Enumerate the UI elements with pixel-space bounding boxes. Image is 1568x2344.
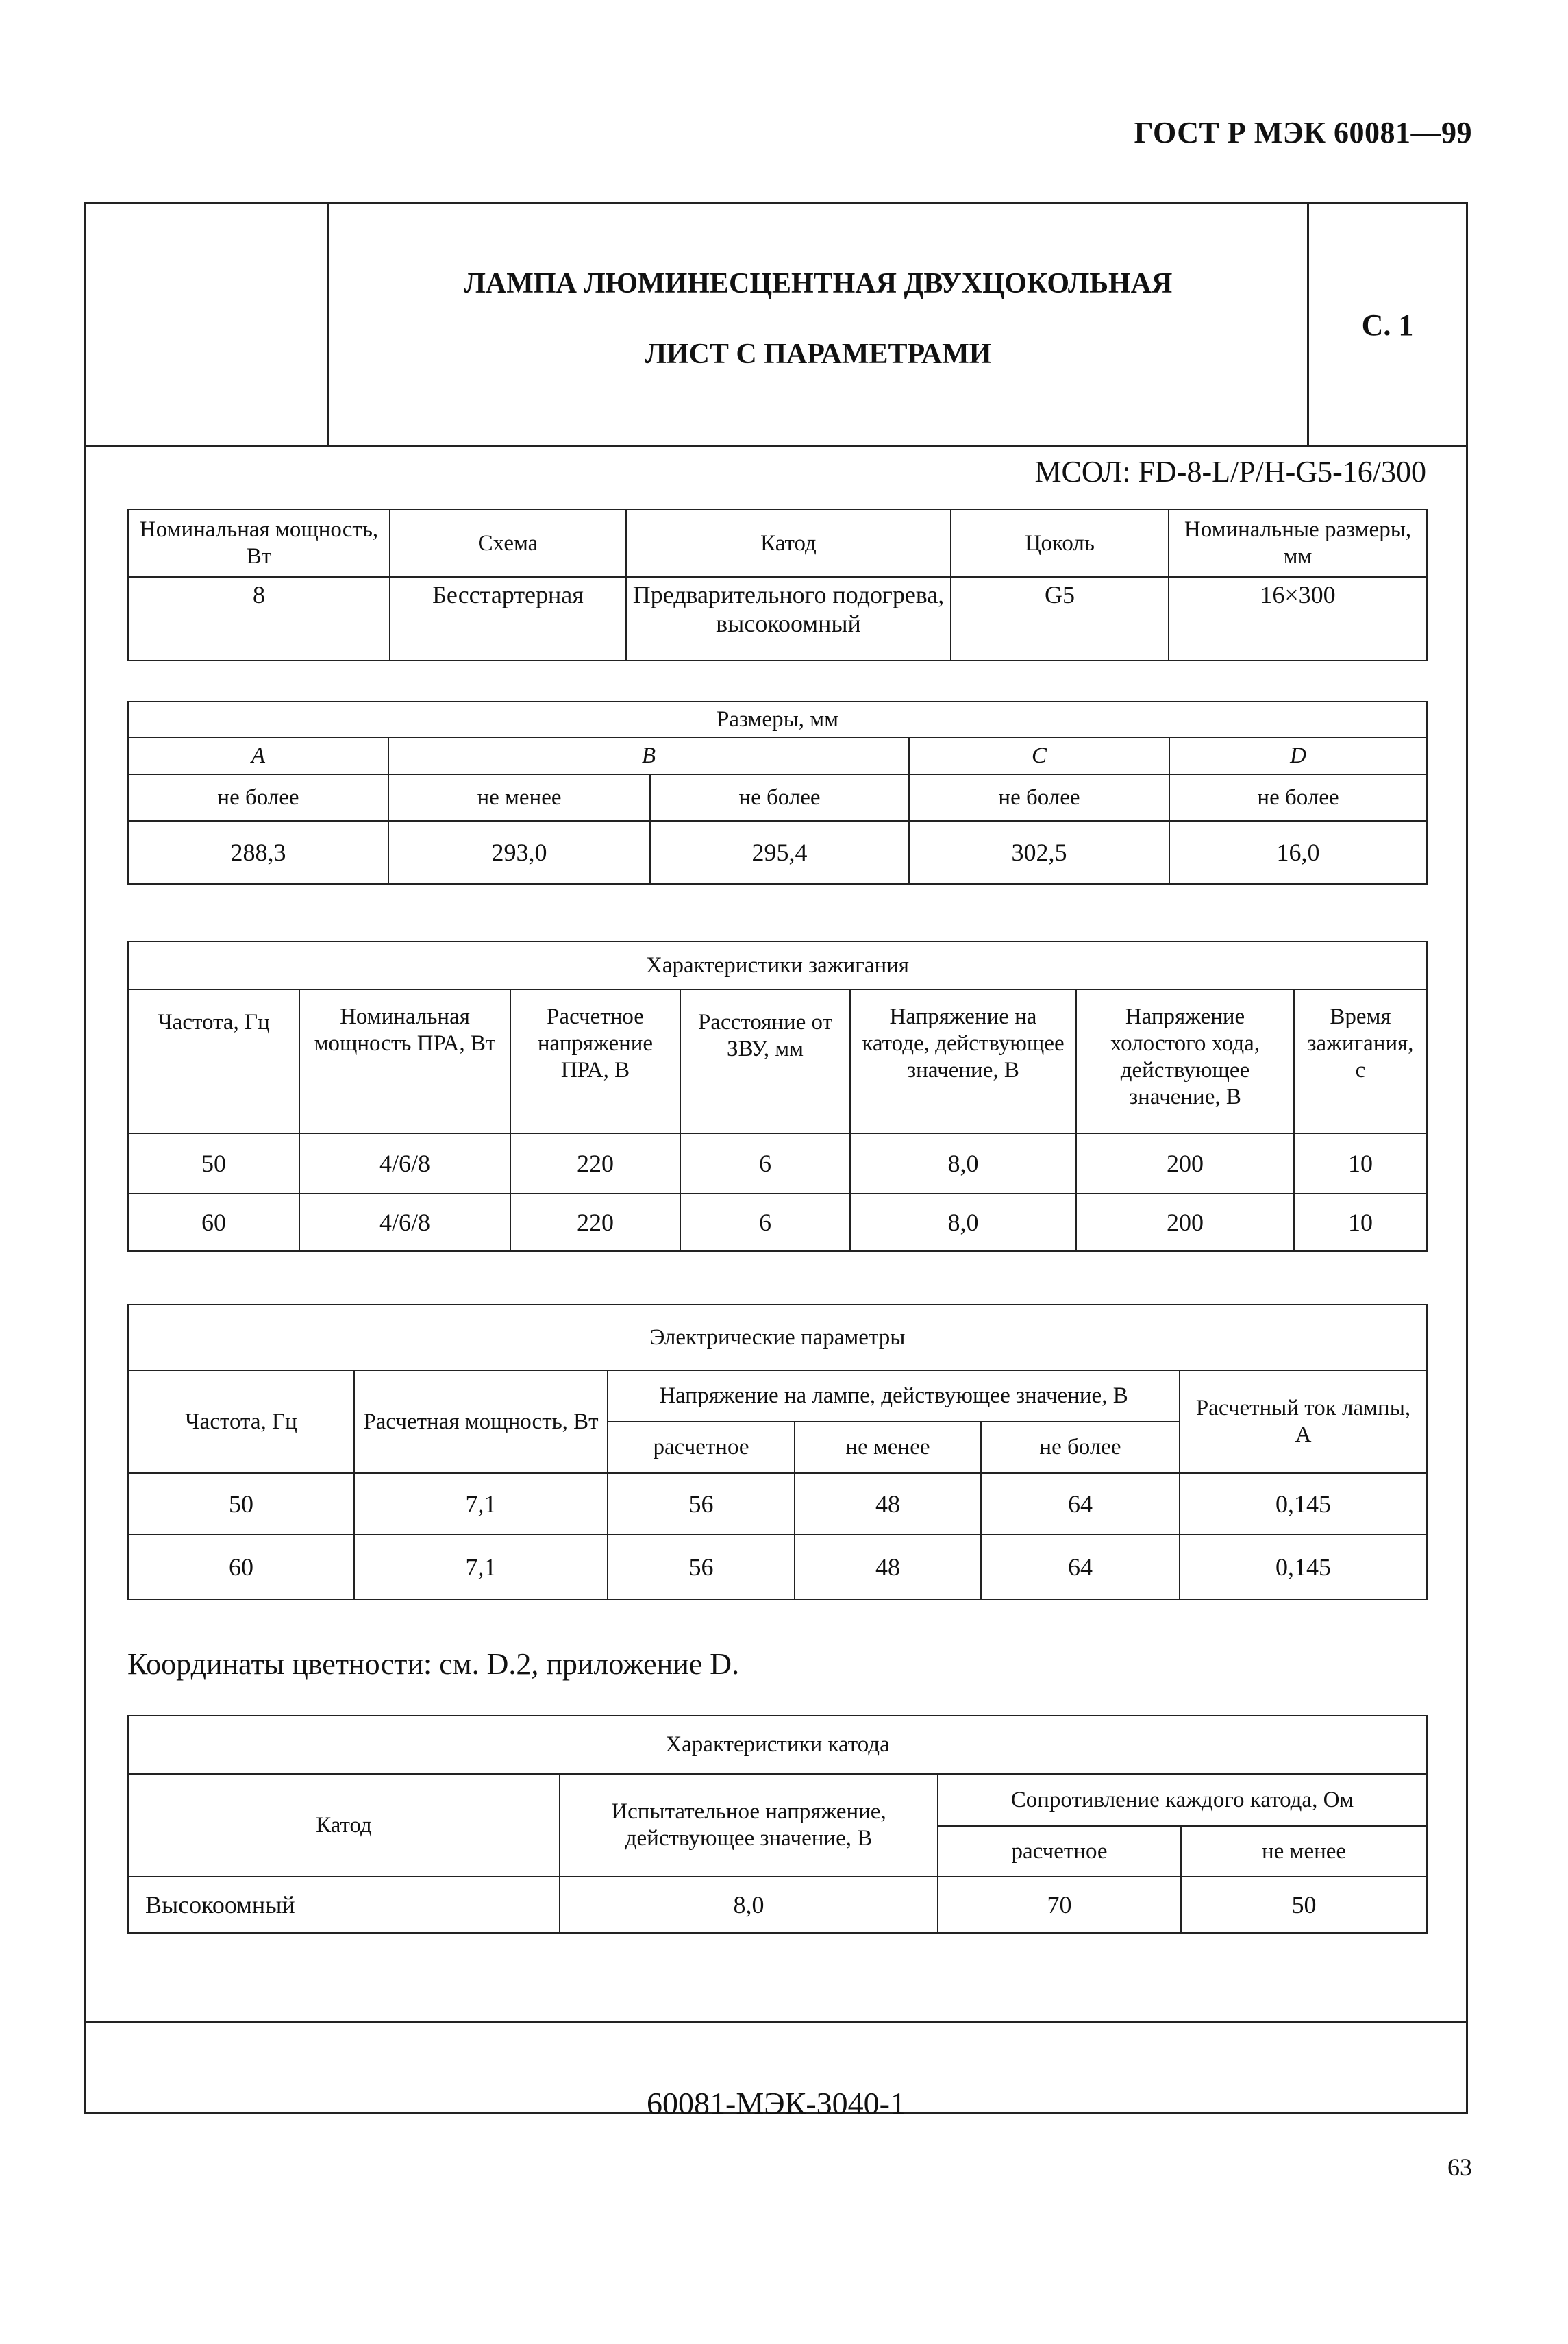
value-cell: 64 (981, 1473, 1180, 1535)
value-cell: 10 (1294, 1133, 1427, 1194)
dimension-letter: C (909, 737, 1169, 774)
header-cell: Катод (128, 1774, 560, 1877)
value-cell: 0,145 (1180, 1535, 1427, 1599)
subheader-cell: не менее (795, 1422, 981, 1473)
value-cell: 56 (608, 1473, 795, 1535)
header-cell: Расчетное напряжение ПРА, В (510, 989, 680, 1133)
value-cell: 4/6/8 (299, 1194, 510, 1251)
value-cell: 302,5 (909, 821, 1169, 884)
standard-code: ГОСТ Р МЭК 60081—99 (1134, 116, 1472, 149)
value-cell: Бесстартерная (390, 577, 626, 661)
cathode-table (127, 1715, 1428, 1934)
sheet-subtitle: ЛИСТ С ПАРАМЕТРАМИ (645, 338, 992, 370)
value-cell: 200 (1076, 1194, 1294, 1251)
electrical-table (127, 1304, 1428, 1600)
header-cell: Сопротивление каждого катода, Ом (938, 1774, 1427, 1826)
limit-cell: не более (909, 774, 1169, 821)
sheet-page-label: С. 1 (1361, 308, 1414, 342)
value-cell: Предварительного подогрева, высокоомный (626, 577, 951, 661)
header-cell: Испытательное напряжение, действующее значение, В (560, 1774, 938, 1877)
sheet-code: 60081-МЭК-3040-1 (647, 2086, 906, 2121)
subheader-cell: не менее (1181, 1826, 1427, 1877)
value-cell: 16×300 (1169, 577, 1427, 661)
value-cell: 7,1 (354, 1535, 608, 1599)
page-number: 63 (1447, 2154, 1472, 2181)
value-cell: 48 (795, 1473, 981, 1535)
parameter-sheet-frame (84, 202, 1468, 2121)
value-cell: 70 (938, 1877, 1181, 1933)
header-cell: Номинальная мощность, Вт (128, 510, 390, 577)
dimension-letter: D (1169, 737, 1427, 774)
limit-cell: не более (128, 774, 388, 821)
table-title: Электрические параметры (128, 1305, 1427, 1370)
value-cell: 220 (510, 1194, 680, 1251)
ignition-table (127, 941, 1428, 1252)
header-cell: Время зажигания, с (1294, 989, 1427, 1133)
value-cell: 8,0 (850, 1133, 1076, 1194)
value-cell: 56 (608, 1535, 795, 1599)
value-cell: 0,145 (1180, 1473, 1427, 1535)
value-cell: 50 (1181, 1877, 1427, 1933)
header-cell: Номинальная мощность ПРА, Вт (299, 989, 510, 1133)
value-cell: 10 (1294, 1194, 1427, 1251)
header-cell: Напряжение на катоде, действующее значение, В (850, 989, 1076, 1133)
header-cell: Напряжение холостого хода, действующее значение, В (1076, 989, 1294, 1133)
value-cell: 8 (128, 577, 390, 661)
value-cell: 288,3 (128, 821, 388, 884)
header-cell: Частота, Гц (128, 1370, 354, 1473)
header-cell: Частота, Гц (128, 989, 299, 1133)
value-cell: 50 (128, 1133, 299, 1194)
footer-divider (86, 2021, 1466, 2023)
value-cell: 60 (128, 1535, 354, 1599)
dimension-letter: B (388, 737, 909, 774)
table-title: Характеристики зажигания (128, 941, 1427, 989)
value-cell: 50 (128, 1473, 354, 1535)
value-cell: 4/6/8 (299, 1133, 510, 1194)
table-title: Характеристики катода (128, 1716, 1427, 1774)
value-cell: 7,1 (354, 1473, 608, 1535)
value-cell: 8,0 (850, 1194, 1076, 1251)
dimensions-table (127, 701, 1428, 885)
limit-cell: не менее (388, 774, 650, 821)
subheader-cell: расчетное (608, 1422, 795, 1473)
value-cell: 200 (1076, 1133, 1294, 1194)
subheader-cell: расчетное (938, 1826, 1181, 1877)
value-cell: 6 (680, 1133, 850, 1194)
value-cell: 295,4 (650, 821, 909, 884)
header-cell: Расчетная мощность, Вт (354, 1370, 608, 1473)
header-cell: Расчетный ток лампы, А (1180, 1370, 1427, 1473)
value-cell: Высокоомный (128, 1877, 560, 1933)
value-cell: 8,0 (560, 1877, 938, 1933)
header-cell: Номинальные размеры, мм (1169, 510, 1427, 577)
value-cell: 293,0 (388, 821, 650, 884)
mcol-code: МСОЛ: FD-8-L/P/H-G5-16/300 (1034, 455, 1426, 489)
limit-cell: не более (1169, 774, 1427, 821)
header-cell: Цоколь (951, 510, 1169, 577)
header-title-cell (329, 204, 1309, 445)
dimension-letter: A (128, 737, 388, 774)
value-cell: 220 (510, 1133, 680, 1194)
table-title: Размеры, мм (128, 702, 1427, 737)
value-cell: 6 (680, 1194, 850, 1251)
subheader-cell: не более (981, 1422, 1180, 1473)
limit-cell: не более (650, 774, 909, 821)
sheet-title: ЛАМПА ЛЮМИНЕСЦЕНТНАЯ ДВУХЦОКОЛЬНАЯ (464, 268, 1173, 299)
value-cell: 64 (981, 1535, 1180, 1599)
value-cell: G5 (951, 577, 1169, 661)
header-cell: Расстояние от ЗВУ, мм (680, 989, 850, 1133)
header-blank-cell (86, 204, 329, 445)
chromaticity-note: Координаты цветности: см. D.2, приложение D. (127, 1647, 740, 1681)
header-cell: Катод (626, 510, 951, 577)
value-cell: 48 (795, 1535, 981, 1599)
header-cell: Схема (390, 510, 626, 577)
header-cell: Напряжение на лампе, действующее значение, В (608, 1370, 1180, 1422)
main-parameters-table (127, 509, 1428, 661)
value-cell: 60 (128, 1194, 299, 1251)
value-cell: 16,0 (1169, 821, 1427, 884)
sheet-header (86, 204, 1466, 447)
